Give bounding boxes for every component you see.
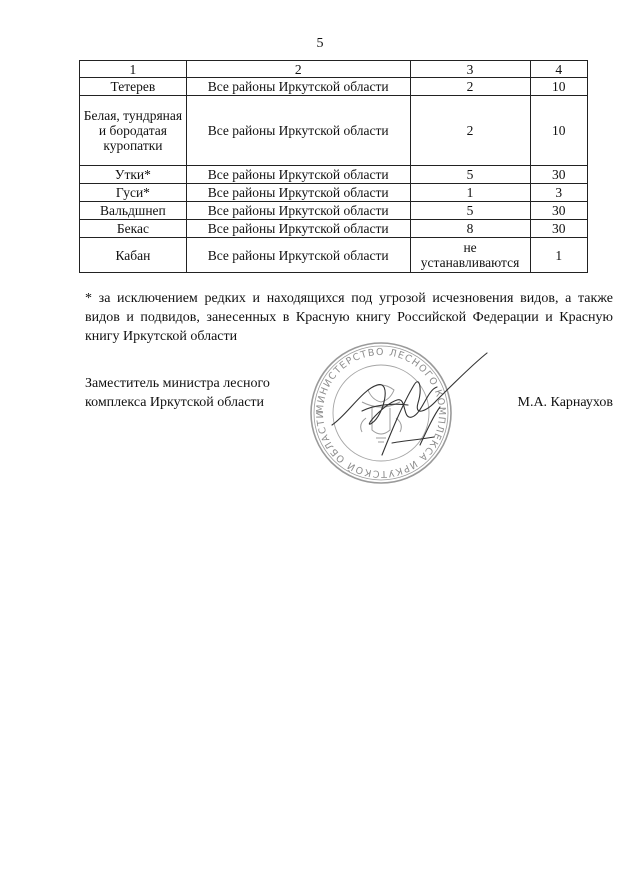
table-row	[80, 166, 588, 184]
species-cell: Вальдшнеп	[80, 202, 187, 220]
area-cell: Все районы Иркутской области	[186, 238, 410, 273]
value-cell: 5	[410, 166, 530, 184]
table-header-row	[80, 61, 588, 78]
value-cell: 1	[530, 238, 587, 273]
value-cell: 10	[530, 96, 587, 166]
signer-name: М.А. Карнаухов	[517, 395, 613, 410]
species-cell: Кабан	[80, 238, 187, 273]
area-cell: Все районы Иркутской области	[186, 78, 410, 96]
quota-table	[79, 60, 588, 273]
value-cell: 30	[530, 166, 587, 184]
header-cell: 4	[530, 61, 587, 78]
area-cell: Все районы Иркутской области	[186, 220, 410, 238]
species-cell: Белая, тундряная и бородатая куропатки	[80, 96, 187, 166]
value-cell: 8	[410, 220, 530, 238]
handwritten-signature-icon	[322, 345, 492, 475]
species-cell: Утки*	[80, 166, 187, 184]
value-cell: не устанавливаются	[410, 238, 530, 273]
header-cell: 3	[410, 61, 530, 78]
area-cell: Все районы Иркутской области	[186, 166, 410, 184]
seal-text: МИНИСТЕРСТВО ЛЕСНОГО КОМПЛЕКСА ИРКУТСКОЙ ОБЛАСТИ	[314, 346, 448, 480]
footnote: * за исключением редких и находящихся под угрозой исчезновения видов, а также видов и подвидов, занесенных в Красную книгу Российской Федерации и Красную книгу Иркутской области	[85, 291, 613, 344]
species-cell: Бекас	[80, 220, 187, 238]
area-cell: Все районы Иркутской области	[186, 184, 410, 202]
value-cell: 10	[530, 78, 587, 96]
value-cell: 30	[530, 220, 587, 238]
signer-title-line: комплекса Иркутской области	[85, 395, 265, 410]
value-cell: 30	[530, 202, 587, 220]
species-cell: Гуси*	[80, 184, 187, 202]
table-row	[80, 220, 588, 238]
signer-title	[85, 374, 270, 412]
value-cell: 1	[410, 184, 530, 202]
table-row	[80, 78, 588, 96]
value-cell: 2	[410, 96, 530, 166]
table-row	[80, 184, 588, 202]
table-row	[80, 238, 588, 273]
value-cell: 2	[410, 78, 530, 96]
area-cell: Все районы Иркутской области	[186, 202, 410, 220]
signer-title-line: Заместитель министра лесного	[85, 376, 270, 391]
page-number: 5	[316, 36, 324, 51]
species-cell: Тетерев	[80, 78, 187, 96]
value-cell: 3	[530, 184, 587, 202]
area-cell: Все районы Иркутской области	[186, 96, 410, 166]
table-row	[80, 96, 588, 166]
table-row	[80, 202, 588, 220]
value-cell: 5	[410, 202, 530, 220]
header-cell: 1	[80, 61, 187, 78]
header-cell: 2	[186, 61, 410, 78]
